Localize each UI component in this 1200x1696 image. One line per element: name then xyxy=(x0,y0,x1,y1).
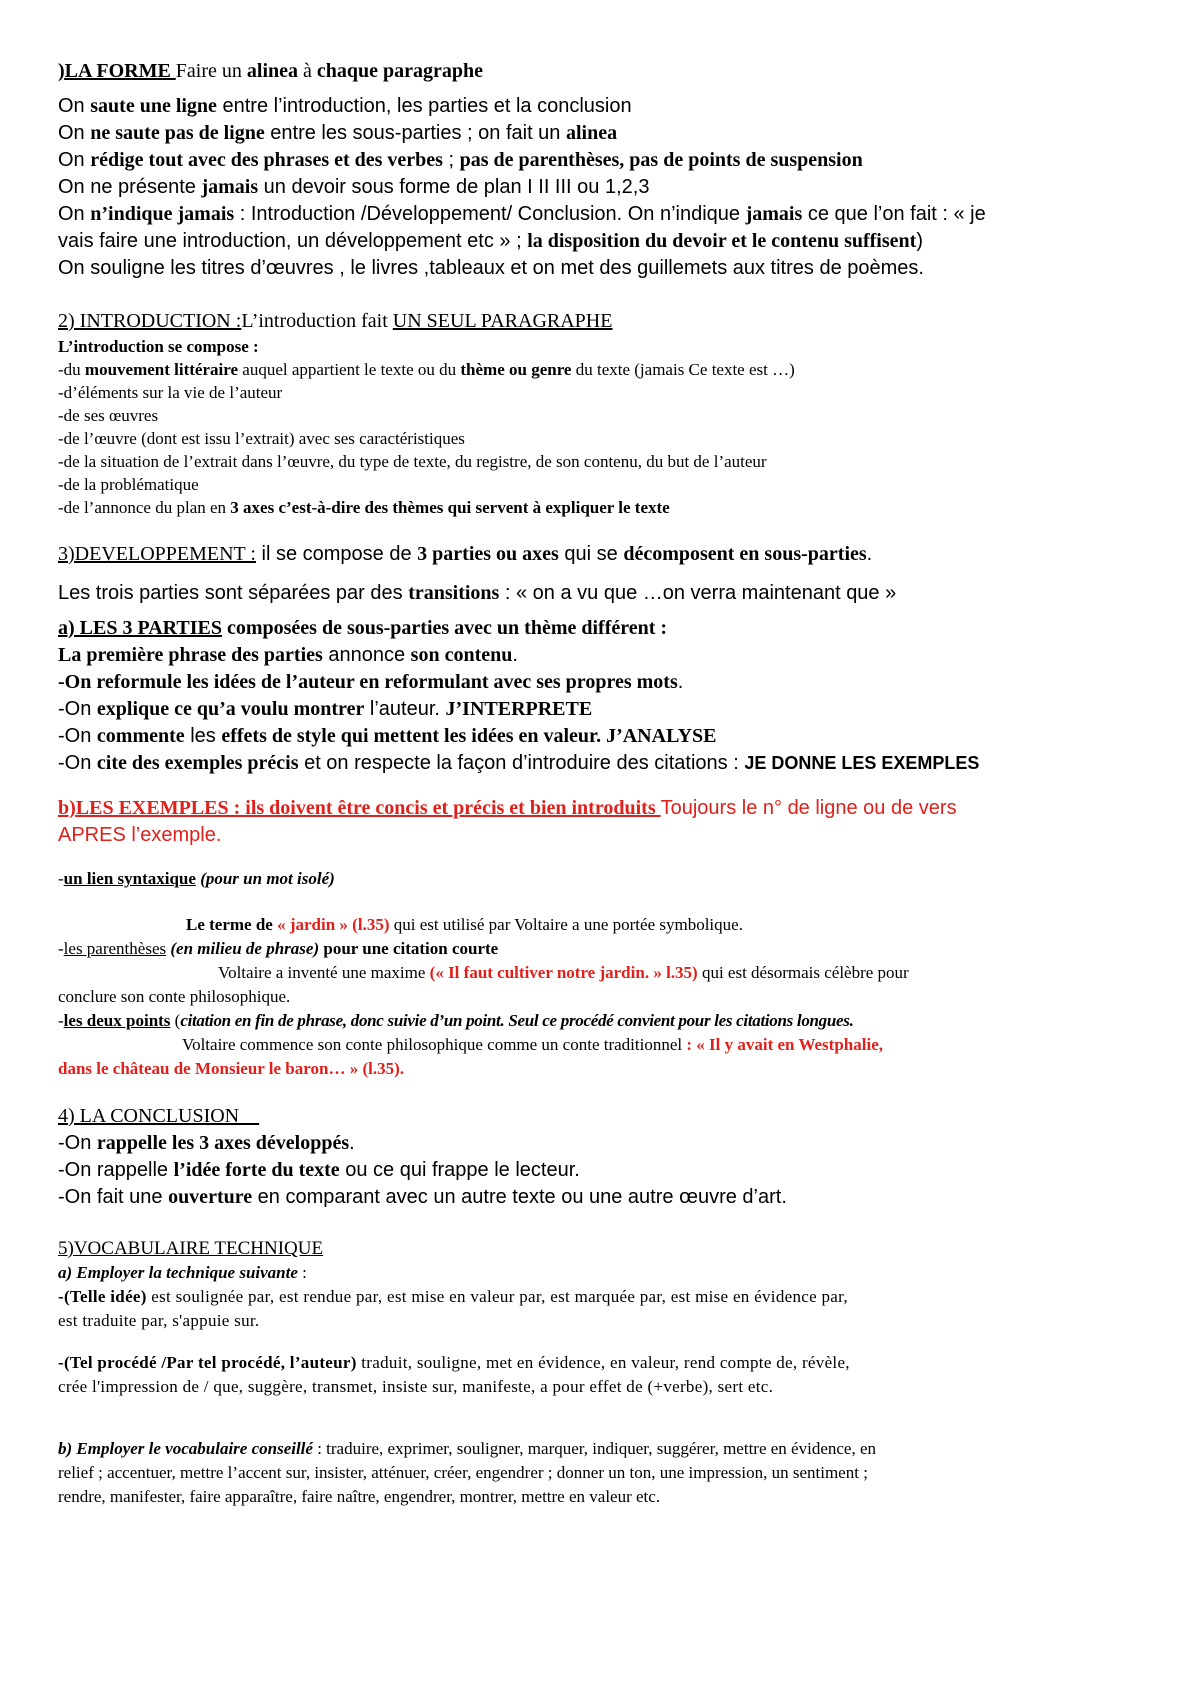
example-syntax-title: -un lien syntaxique (pour un mot isolé) xyxy=(58,869,335,888)
vocab-a-line: -(Telle idée) est soulignée par, est rendue par, est mise en valeur par, est marquée par, est mise en évidence par, xyxy=(58,1287,848,1306)
section-developpement xyxy=(58,541,1148,1081)
vocab-a-line: -(Tel procédé /Par tel procédé, l’auteur) traduit, souligne, met en évidence, en valeur, rend compte de, révèle, xyxy=(58,1353,850,1372)
conclusion-line: -On rappelle les 3 axes développés. xyxy=(58,1132,355,1154)
conclusion-line: -On rappelle l’idée forte du texte ou ce qui frappe le lecteur. xyxy=(58,1159,580,1181)
conclusion-line: -On fait une ouverture en comparant avec un autre texte ou une autre œuvre d’art. xyxy=(58,1186,787,1208)
dev-a-title: a) LES 3 PARTIES composées de sous-parties avec un thème différent : xyxy=(58,617,668,639)
intro-item: -de la situation de l’extrait dans l’œuvre, du type de texte, du registre, de son contenu, du but de l’auteur xyxy=(58,452,767,471)
intro-item: -de l’œuvre (dont est issu l’extrait) avec ses caractéristiques xyxy=(58,429,465,448)
example-colon-title: -les deux points (citation en fin de phrase, donc suivie d’un point. Seul ce procédé convient pour les citations longues. xyxy=(58,1011,854,1030)
dev-title: 3)DEVELOPPEMENT : il se compose de 3 parties ou axes qui se décomposent en sous-parties. xyxy=(58,543,873,565)
intro-item: -d’éléments sur la vie de l’auteur xyxy=(58,383,283,402)
example-colon-text-line2: dans le château de Monsieur le baron… » (l.35). xyxy=(58,1059,404,1078)
dev-b-title-line2: APRES l’exemple. xyxy=(58,824,222,846)
forme-line: On ne saute pas de ligne entre les sous-parties ; on fait un alinea xyxy=(58,122,618,144)
section-forme xyxy=(58,58,1148,282)
vocab-b-line3: rendre, manifester, faire apparaître, faire naître, engendrer, montrer, mettre en valeur etc. xyxy=(58,1487,661,1506)
example-parentheses-text: Voltaire a inventé une maxime (« Il faut cultiver notre jardin. » l.35) qui est désormais célèbre pour xyxy=(218,963,909,982)
document-page xyxy=(58,58,1148,1509)
dev-a-line: -On reformule les idées de l’auteur en reformulant avec ses propres mots. xyxy=(58,671,684,693)
forme-line: On souligne les titres d’œuvres , le livres ,tableaux et on met des guillemets aux titres de poèmes. xyxy=(58,257,924,279)
example-syntax-text: Le terme de « jardin » (l.35) qui est utilisé par Voltaire a une portée symbolique. xyxy=(186,915,743,934)
vocab-b-line2: relief ; accentuer, mettre l’accent sur, insister, atténuer, créer, engendrer ; donner un ton, une impression, un sentiment ; xyxy=(58,1463,868,1482)
vocab-title: 5)VOCABULAIRE TECHNIQUE xyxy=(58,1238,324,1259)
intro-item: -du mouvement littéraire auquel appartient le texte ou du thème ou genre du texte (jamais Ce texte est …) xyxy=(58,360,795,379)
dev-a-line: La première phrase des parties annonce son contenu. xyxy=(58,644,518,666)
forme-title: )LA FORME Faire un alinea à chaque paragraphe xyxy=(58,60,484,82)
intro-subtitle: L’introduction se compose : xyxy=(58,337,259,356)
forme-line: On saute une ligne entre l’introduction, les parties et la conclusion xyxy=(58,95,632,117)
intro-item: -de ses œuvres xyxy=(58,406,159,425)
vocab-a-line2: crée l'impression de / que, suggère, transmet, insiste sur, manifeste, a pour effet de (+verbe), sert etc. xyxy=(58,1377,774,1396)
example-parentheses-title: -les parenthèses (en milieu de phrase) pour une citation courte xyxy=(58,939,499,958)
section-conclusion xyxy=(58,1103,1148,1211)
vocab-a-line2: est traduite par, s'appuie sur. xyxy=(58,1311,260,1330)
example-parentheses-text-line2: conclure son conte philosophique. xyxy=(58,987,291,1006)
dev-a-line: -On commente les effets de style qui mettent les idées en valeur. J’ANALYSE xyxy=(58,725,717,747)
forme-line: On ne présente jamais un devoir sous forme de plan I II III ou 1,2,3 xyxy=(58,176,650,198)
vocab-b-line: b) Employer le vocabulaire conseillé : traduire, exprimer, souligner, marquer, indiquer, suggérer, mettre en évidence, en xyxy=(58,1439,876,1458)
example-colon-text: Voltaire commence son conte philosophique comme un conte traditionnel : « Il y avait en Westphalie, xyxy=(182,1035,883,1054)
intro-item: -de la problématique xyxy=(58,475,199,494)
dev-b-title: b)LES EXEMPLES : ils doivent être concis et précis et bien introduits Toujours le n° de ligne ou de vers xyxy=(58,797,957,819)
conclusion-title: 4) LA CONCLUSION xyxy=(58,1105,260,1127)
section-introduction xyxy=(58,308,1148,519)
forme-line: On n’indique jamais : Introduction /Développement/ Conclusion. On n’indique jamais ce que l’on fait : « je xyxy=(58,203,986,225)
vocab-a-title: a) Employer la technique suivante : xyxy=(58,1263,307,1282)
dev-a-line: -On cite des exemples précis et on respecte la façon d’introduire des citations : JE DONNE LES EXEMPLES xyxy=(58,752,980,774)
intro-title: 2) INTRODUCTION :L’introduction fait UN SEUL PARAGRAPHE xyxy=(58,310,613,332)
forme-line: vais faire une introduction, un développement etc » ; la disposition du devoir et le contenu suffisent) xyxy=(58,230,923,252)
forme-heading: LA FORME xyxy=(64,60,176,82)
intro-item: -de l’annonce du plan en 3 axes c’est-à-dire des thèmes qui servent à expliquer le texte xyxy=(58,498,670,517)
forme-line: On rédige tout avec des phrases et des verbes ; pas de parenthèses, pas de points de suspension xyxy=(58,149,863,171)
dev-a-line: -On explique ce qu’a voulu montrer l’auteur. J’INTERPRETE xyxy=(58,698,593,720)
dev-transitions: Les trois parties sont séparées par des transitions : « on a vu que …on verra maintenant que » xyxy=(58,582,897,604)
section-vocabulaire xyxy=(58,1237,1148,1509)
